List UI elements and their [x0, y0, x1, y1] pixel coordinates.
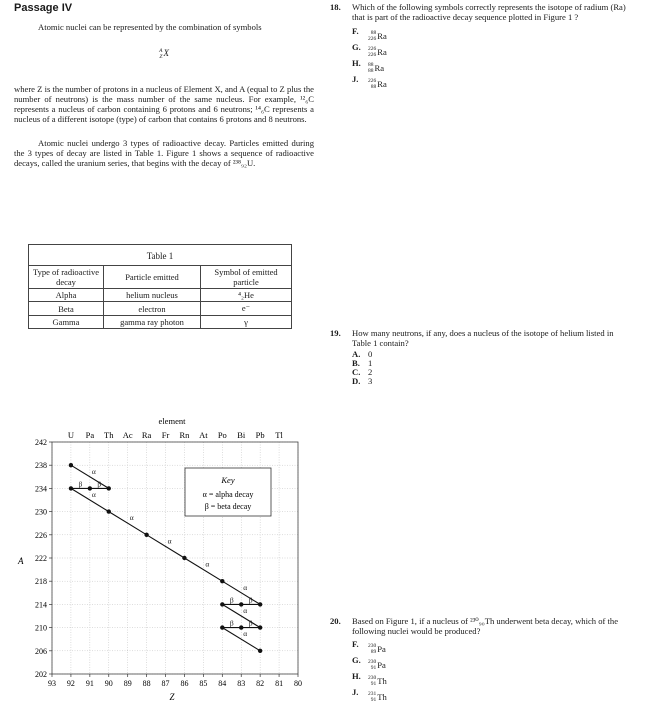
z-tick-label: 89: [123, 679, 132, 688]
z-tick-label: 90: [104, 679, 113, 688]
z-tick-label: 88: [142, 679, 151, 688]
table-cell: e⁻: [201, 302, 292, 316]
element-label: Ra: [141, 430, 152, 440]
figure-top-label: element: [158, 416, 186, 426]
question-number: 20.: [330, 616, 341, 626]
alpha-decay-label: α: [91, 466, 96, 476]
beta-decay-label: β: [97, 479, 102, 489]
z-tick-label: 87: [161, 679, 170, 688]
table-cell: Alpha: [29, 289, 104, 302]
element-label: Ac: [122, 430, 133, 440]
z-tick-label: 93: [48, 679, 56, 688]
question-number: 18.: [330, 2, 341, 12]
table-row: [29, 302, 292, 316]
nuclide-point: [144, 533, 148, 537]
answer-choice[interactable]: G. 230 91 Pa: [352, 655, 386, 671]
table-cell: Beta: [29, 302, 104, 316]
passage-paragraph-2: where Z is the number of protons in a nucleus of Element X, and A (equal to Z plus the number of neutrons) is the mass number of the same nucleus. For example, ¹²₆C represents a nucleus of carbon containing 6 protons and 6 neutrons; ¹⁴₆C represents a nucleus of a different isotope (type) of carbon that contains 6 protons and 8 neutrons.: [14, 84, 314, 124]
question-stem: Based on Figure 1, if a nucleus of ²³⁰₉₀Th underwent beta decay, which of the following nuclei would be produced?: [352, 616, 619, 636]
a-tick-label: 202: [35, 670, 47, 679]
table-row: [29, 316, 292, 329]
a-tick-label: 226: [35, 530, 47, 540]
table-cell: helium nucleus: [104, 289, 201, 302]
nuclide-point: [69, 463, 73, 467]
answer-choice[interactable]: A. 0: [352, 349, 373, 359]
answer-choice[interactable]: B. 1: [352, 358, 373, 368]
beta-decay-label: β: [248, 595, 253, 605]
nuclide-point: [258, 625, 262, 629]
z-tick-label: 86: [180, 679, 189, 688]
nuclide-point: [239, 625, 243, 629]
passage-paragraph-1: Atomic nuclei can be represented by the combination of symbols: [38, 22, 262, 32]
z-axis-ticks: [48, 674, 302, 688]
key-title: Key: [221, 475, 235, 485]
beta-decay-label: β: [229, 595, 234, 605]
table-header: Particle emitted: [104, 266, 201, 289]
answer-choices: [352, 350, 632, 386]
alpha-decay-label: α: [129, 513, 134, 523]
table-cell: Gamma: [29, 316, 104, 329]
element-labels: [68, 430, 284, 440]
alpha-decay-label: α: [91, 490, 96, 499]
alpha-decay-label: α: [205, 559, 210, 569]
z-tick-label: 80: [294, 679, 302, 688]
table-cell: ⁴₂He: [201, 289, 292, 302]
nuclide-point: [88, 486, 92, 490]
table-caption: Table 1: [28, 244, 292, 265]
symbol-element: X: [163, 48, 169, 59]
z-tick-label: 91: [85, 679, 94, 688]
beta-decay-label: β: [248, 618, 253, 628]
nuclide-point: [258, 649, 262, 653]
z-tick-label: 81: [275, 679, 284, 688]
question-18: [330, 2, 632, 90]
question-number: 19.: [330, 328, 341, 338]
a-tick-label: 234: [35, 484, 47, 494]
nuclide-point: [220, 602, 224, 606]
key-alpha: α = alpha decay: [202, 490, 254, 499]
z-tick-label: 92: [66, 679, 75, 688]
table-row: [29, 289, 292, 302]
passage-title: Passage IV: [14, 2, 73, 14]
question-stem: Which of the following symbols correctly represents the isotope of radium (Ra) that is part of the radioactive decay sequence plotted in Figure 1 ?: [352, 2, 626, 22]
element-label: Bi: [237, 430, 246, 440]
answer-choice[interactable]: F. 88 226 Ra: [352, 26, 387, 42]
figure-1-chart: [14, 412, 314, 718]
element-label: Po: [217, 430, 227, 440]
z-tick-label: 82: [256, 679, 265, 688]
table-header: Symbol of emitted particle: [201, 266, 292, 289]
nuclide-point: [258, 602, 262, 606]
nuclide-point: [69, 486, 73, 490]
nuclide-point: [107, 509, 111, 513]
alpha-decay-arrow: [71, 488, 109, 511]
answer-choices: [352, 639, 632, 703]
a-tick-label: 214: [35, 600, 47, 610]
figure-key: [185, 468, 271, 516]
table-header-row: [29, 266, 292, 289]
a-tick-label: 242: [35, 438, 47, 447]
alpha-decay-label: α: [167, 536, 172, 546]
question-stem: How many neutrons, if any, does a nucleus of the isotope of helium listed in Table 1 contain?: [352, 328, 614, 348]
passage-paragraph-3: Atomic nuclei undergo 3 types of radioactive decay. Particles emitted during the 3 types of decay are listed in Table 1. Figure 1 shows a sequence of radioactive decays, called the uranium series, that begins with the decay of ²³⁸₉₂U.: [14, 138, 314, 168]
table-header: Type of radioactive decay: [29, 266, 104, 289]
symbol-mass: A: [159, 48, 163, 54]
answer-choices: [352, 26, 632, 90]
a-tick-label: 238: [35, 461, 47, 471]
a-tick-label: 206: [35, 646, 47, 656]
z-axis-label: Z: [169, 692, 175, 702]
element-label: Rn: [179, 430, 190, 440]
alpha-decay-label: α: [243, 629, 248, 639]
beta-decay-label: β: [229, 618, 234, 628]
nuclide-point: [107, 486, 111, 490]
answer-choice[interactable]: H. 88 88 Ra: [352, 58, 385, 74]
passage-column: [14, 2, 314, 168]
table-cell: γ: [201, 316, 292, 329]
key-beta: β = beta decay: [204, 502, 252, 511]
element-label: U: [67, 430, 74, 440]
z-tick-label: 85: [199, 679, 208, 688]
answer-choice[interactable]: J. 231 91 Th: [352, 687, 387, 703]
alpha-decay-label: α: [243, 606, 248, 615]
answer-choice[interactable]: G. 226 226 Ra: [352, 42, 387, 58]
a-tick-label: 230: [35, 507, 47, 517]
nuclide-point: [220, 625, 224, 629]
answer-choice[interactable]: H. 230 91 Th: [352, 671, 387, 687]
symbol-atomic: Z: [159, 54, 163, 60]
answer-choice[interactable]: D. 3: [352, 376, 373, 386]
element-label: Pa: [85, 430, 95, 440]
z-tick-label: 83: [237, 679, 246, 688]
element-label: Pb: [255, 430, 265, 440]
a-axis-ticks: [35, 438, 52, 679]
alpha-decay-label: α: [243, 582, 248, 592]
nuclide-point: [239, 602, 243, 606]
z-tick-label: 84: [218, 679, 227, 688]
a-tick-label: 222: [35, 554, 47, 563]
element-label: Fr: [161, 430, 170, 440]
table-cell: electron: [104, 302, 201, 316]
question-20: [330, 616, 632, 703]
table-cell: gamma ray photon: [104, 316, 201, 329]
nuclide-point: [220, 579, 224, 583]
a-axis-label: A: [18, 556, 24, 566]
element-label: At: [199, 430, 208, 440]
a-tick-label: 218: [35, 577, 47, 587]
element-label: Tl: [275, 430, 283, 440]
nuclide-symbol: [14, 48, 314, 60]
question-19: [330, 328, 632, 386]
beta-decay-label: β: [78, 479, 83, 489]
answer-choice[interactable]: F. 230 89 Pa: [352, 639, 386, 655]
answer-choice[interactable]: C. 2: [352, 367, 373, 377]
a-tick-label: 210: [35, 623, 47, 633]
nuclide-point: [182, 556, 186, 560]
answer-choice[interactable]: J. 226 88 Ra: [352, 74, 387, 90]
table-1: [28, 244, 292, 329]
element-label: Th: [104, 430, 114, 440]
